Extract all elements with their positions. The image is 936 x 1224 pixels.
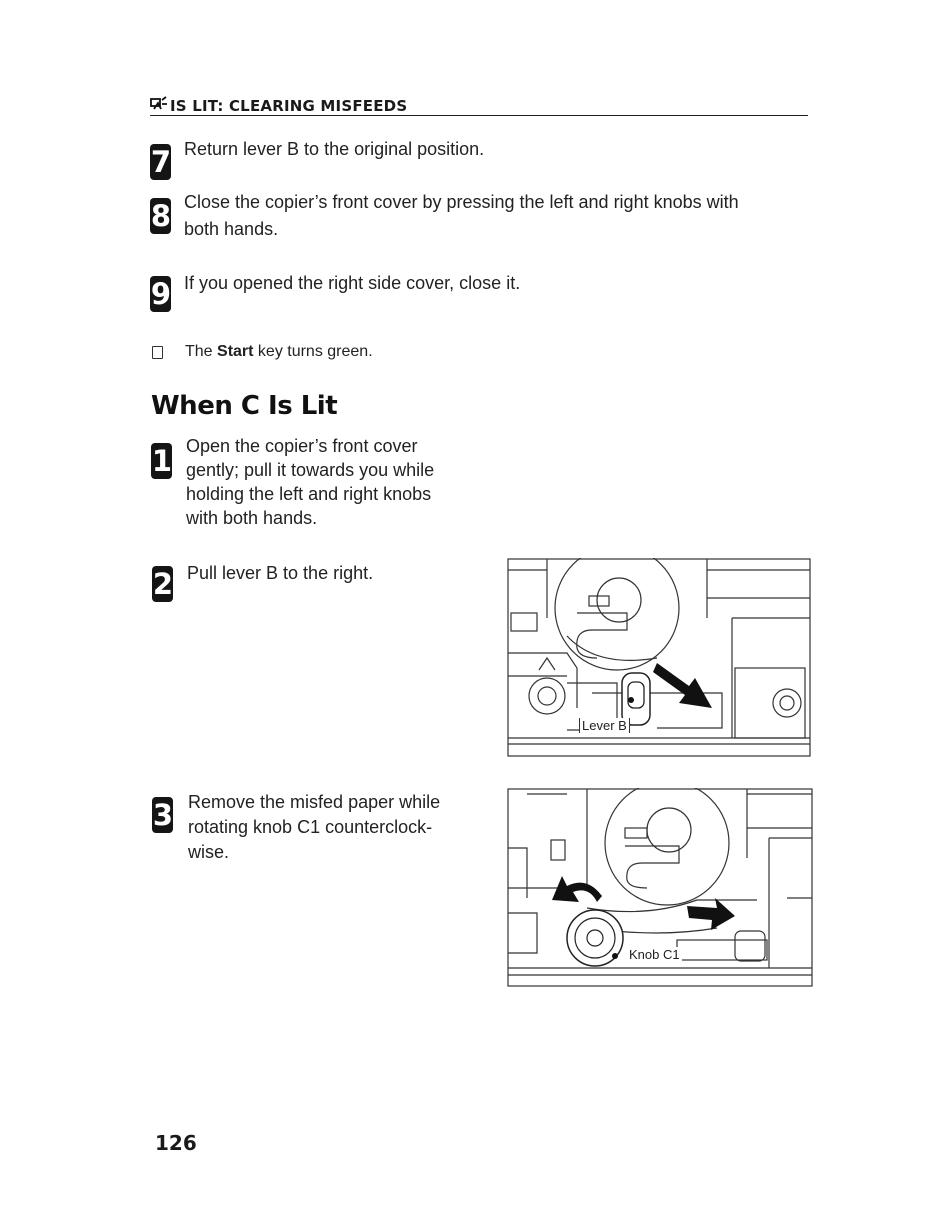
step-text: both hands. [184,219,279,239]
arrow-right-icon [687,898,735,930]
step-text: Pull lever B to the right. [187,563,374,583]
arrow-counterclockwise-icon [552,876,602,902]
step-badge: 7 [150,145,171,179]
note-bullet-icon [152,346,163,359]
step-badge: 8 [150,199,171,233]
step-text: Close the copier’s front cover by pressing the left and right knobs with [184,192,739,212]
step-badge: 3 [152,798,173,832]
note-text: The Start key turns green. [185,343,373,360]
step-text: If you opened the right side cover, close it. [184,273,521,293]
arrow-right-icon [653,663,712,708]
knob-c1-illustration [507,788,813,988]
step-text: wise. [188,842,230,862]
step-text: holding the left and right knobs [186,484,432,504]
callout-label: Knob C1 [629,947,680,962]
misfeed-indicator-icon [150,96,170,115]
start-key-label: Start [217,343,254,360]
step-text: Return lever B to the original position. [184,139,485,159]
running-header [150,96,808,116]
step-text: Open the copier’s front cover [186,436,418,456]
step-text: with both hands. [186,508,318,528]
header-title: IS LIT: CLEARING MISFEEDS [170,97,408,115]
knob-c1 [567,910,623,966]
step-badge: 2 [152,567,173,601]
step-badge: 9 [150,277,171,311]
step-text: Remove the misfed paper while [188,792,441,812]
step-badge: 1 [151,444,172,478]
page-number: 126 [155,1131,197,1155]
step-text: rotating knob C1 counterclock- [188,817,433,837]
lever-b-illustration [507,558,811,758]
step-text: gently; pull it towards you while [186,460,435,480]
section-title: When C Is Lit [151,391,338,421]
callout-label: Lever B [579,718,630,733]
